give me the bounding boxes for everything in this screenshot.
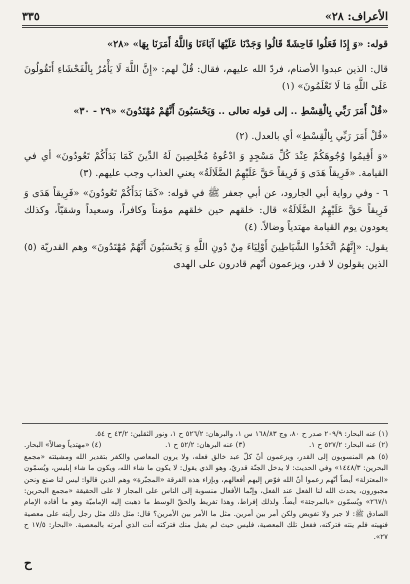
commentary-paragraph: قال: الذين عبدوا الأصنام، فردّ الله عليهم، فقال: قُلْ لهم: «إِنَّ اللَّهَ لَا يَأْمُرُ بِالْفَحْشَاءِ أَتَقُولُونَ عَلَى اللَّهِ مَا لَا تَعْلَمُونَ» (١) bbox=[24, 64, 388, 92]
footnote-row bbox=[24, 439, 388, 450]
page-number: ٣٣٥ bbox=[22, 9, 40, 23]
commentary-paragraph: «وَ أَقِيمُوا وُجُوهَكُمْ عِنْدَ كُلِّ مَسْجِدٍ وَ ادْعُوهُ مُخْلِصِينَ لَهُ الدِّينَ كَمَا بَدَأَكُمْ تَعُودُونَ» أي في القيامة. «فَرِيقاً هَدَى وَ فَرِيقاً حَقَّ عَلَيْهِمُ الضَّلَالَةُ» يعني العذاب وجب عليهم. (٣) bbox=[24, 151, 388, 179]
footnote-1: (١) عنه البحار: ٢٠٩/٩ صدر ح ٨٠، وج ١٦٨/٨٣ س ١، والبرهان: ٥٢٦/٢ ح ١، ونور الثقلين: ٤٣/٢ ح ٥٤. bbox=[94, 429, 388, 438]
narration-paragraph: ٦ - وفي رواية أبي الجارود، عن أبي جعفر ﷺ في قوله: «كَمَا بَدَأَكُمْ تَعُودُونَ» «فَرِيقاً هَدَى وَ فَرِيقاً حَقَّ عَلَيْهِمُ الضَّلَالَةُ» قال: خلقهم حين خلقهم مؤمناً وكافراً، وسعيداً وشقيّاً، وكذلك يعودون يوم القيامة مهتدياً وضالاً. (٤) bbox=[24, 188, 388, 233]
main-text bbox=[24, 36, 388, 276]
running-header bbox=[22, 8, 388, 24]
footnote-3: (٣) عنه البرهان: ٥٢/٢ ح ١. bbox=[165, 440, 246, 450]
commentary-paragraph: يقول: «إِنَّهُمُ اتَّخَذُوا الشَّيَاطِينَ أَوْلِيَاءَ مِنْ دُونِ اللَّهِ وَ يَحْسَبُونَ أَنَّهُمْ مُهْتَدُونَ» وهم القدريّة (٥) الذين يقولون لا قدر، ويزعمون أنّهم قادرون على الهدى bbox=[24, 242, 388, 270]
verse-heading: قوله: «وَ إِذَا فَعَلُوا فَاحِشَةً قَالُوا وَجَدْنَا عَلَيْهَا آبَاءَنَا وَاللَّهُ أَمَرَنَا بِهَا» «٢٨» bbox=[107, 39, 388, 50]
footnotes bbox=[24, 428, 388, 542]
footnote-4: (٤) «مهتدياً وضالاً» البحار. bbox=[24, 440, 102, 450]
header-rule-second bbox=[22, 27, 388, 28]
verse-heading: «قُلْ أَمَرَ رَبِّي بِالْقِسْطِ .. إلى قوله تعالى .. وَيَحْسَبُونَ أَنَّهُمْ مُهْتَدُونَ» «٢٩ - ٣٠» bbox=[73, 106, 388, 117]
chapter-title: الأعراف: ٢٨» bbox=[324, 9, 388, 23]
footnote-2: (٢) عنه البحار: ٥٢٧/٢ ح ١. bbox=[308, 440, 388, 450]
commentary-paragraph: «قُلْ أَمَرَ رَبِّي بِالْقِسْطِ» أي بالعدل. (٢) bbox=[235, 131, 388, 142]
page-signature-mark: ح bbox=[24, 556, 32, 570]
header-rule bbox=[22, 25, 388, 26]
footnote-rule bbox=[22, 423, 388, 424]
footnote-5: (٥) هم المنسوبون إلى القدر، ويزعمون أنّ كلّ عبد خالق فعله، ولا يرون المعاصي والكفر بتقدير الله ومشيئته «مجمع البحرين: ١٤٤٨/٣» وفي الحديث: لا يدخل الجنّة قدريّ، وهو الذي يقول: لا يكون ما شاء الله، ويكون ما شاء إبليس، ويُسمّون «المعتزلة» أيضاً أنّهم زعموا أنّ الله فوّض إليهم أفعالهم، وبإزاء هذه الفرقة «المجبّرة» وهم الذين قالوا: ليس لنا صنع ونحن مجبورون، يحدث الله لنا الفعل عند الفعل، وإنّما الأفعال منسوبة إلى الناس على المجاز لا على الحقيقة «مجمع البحرين: ٢٦٧/١» ويُسمّون «بالمرجئة» أيضاً. ولذلك إفراط، وهذا تفريط والحقّ الوسط ما ذهبت إليه الإماميّة وهو ما أفاده الإمام الصادق ﷺ: لا جبر ولا تفويض ولكن أمر بين أمرين. مثل ما الأمر بين الأمرين؟ قال: مثل ذلك مثل رجل رأيته على معصية فنهيته فلم ينته فتركته، ففعل تلك المعصية، فليس حيث لم يقبل منك فتركته أنت الذي أمرته بالمعصية. «البحار: ١٧/٥ ح ٢٧». bbox=[24, 451, 388, 541]
